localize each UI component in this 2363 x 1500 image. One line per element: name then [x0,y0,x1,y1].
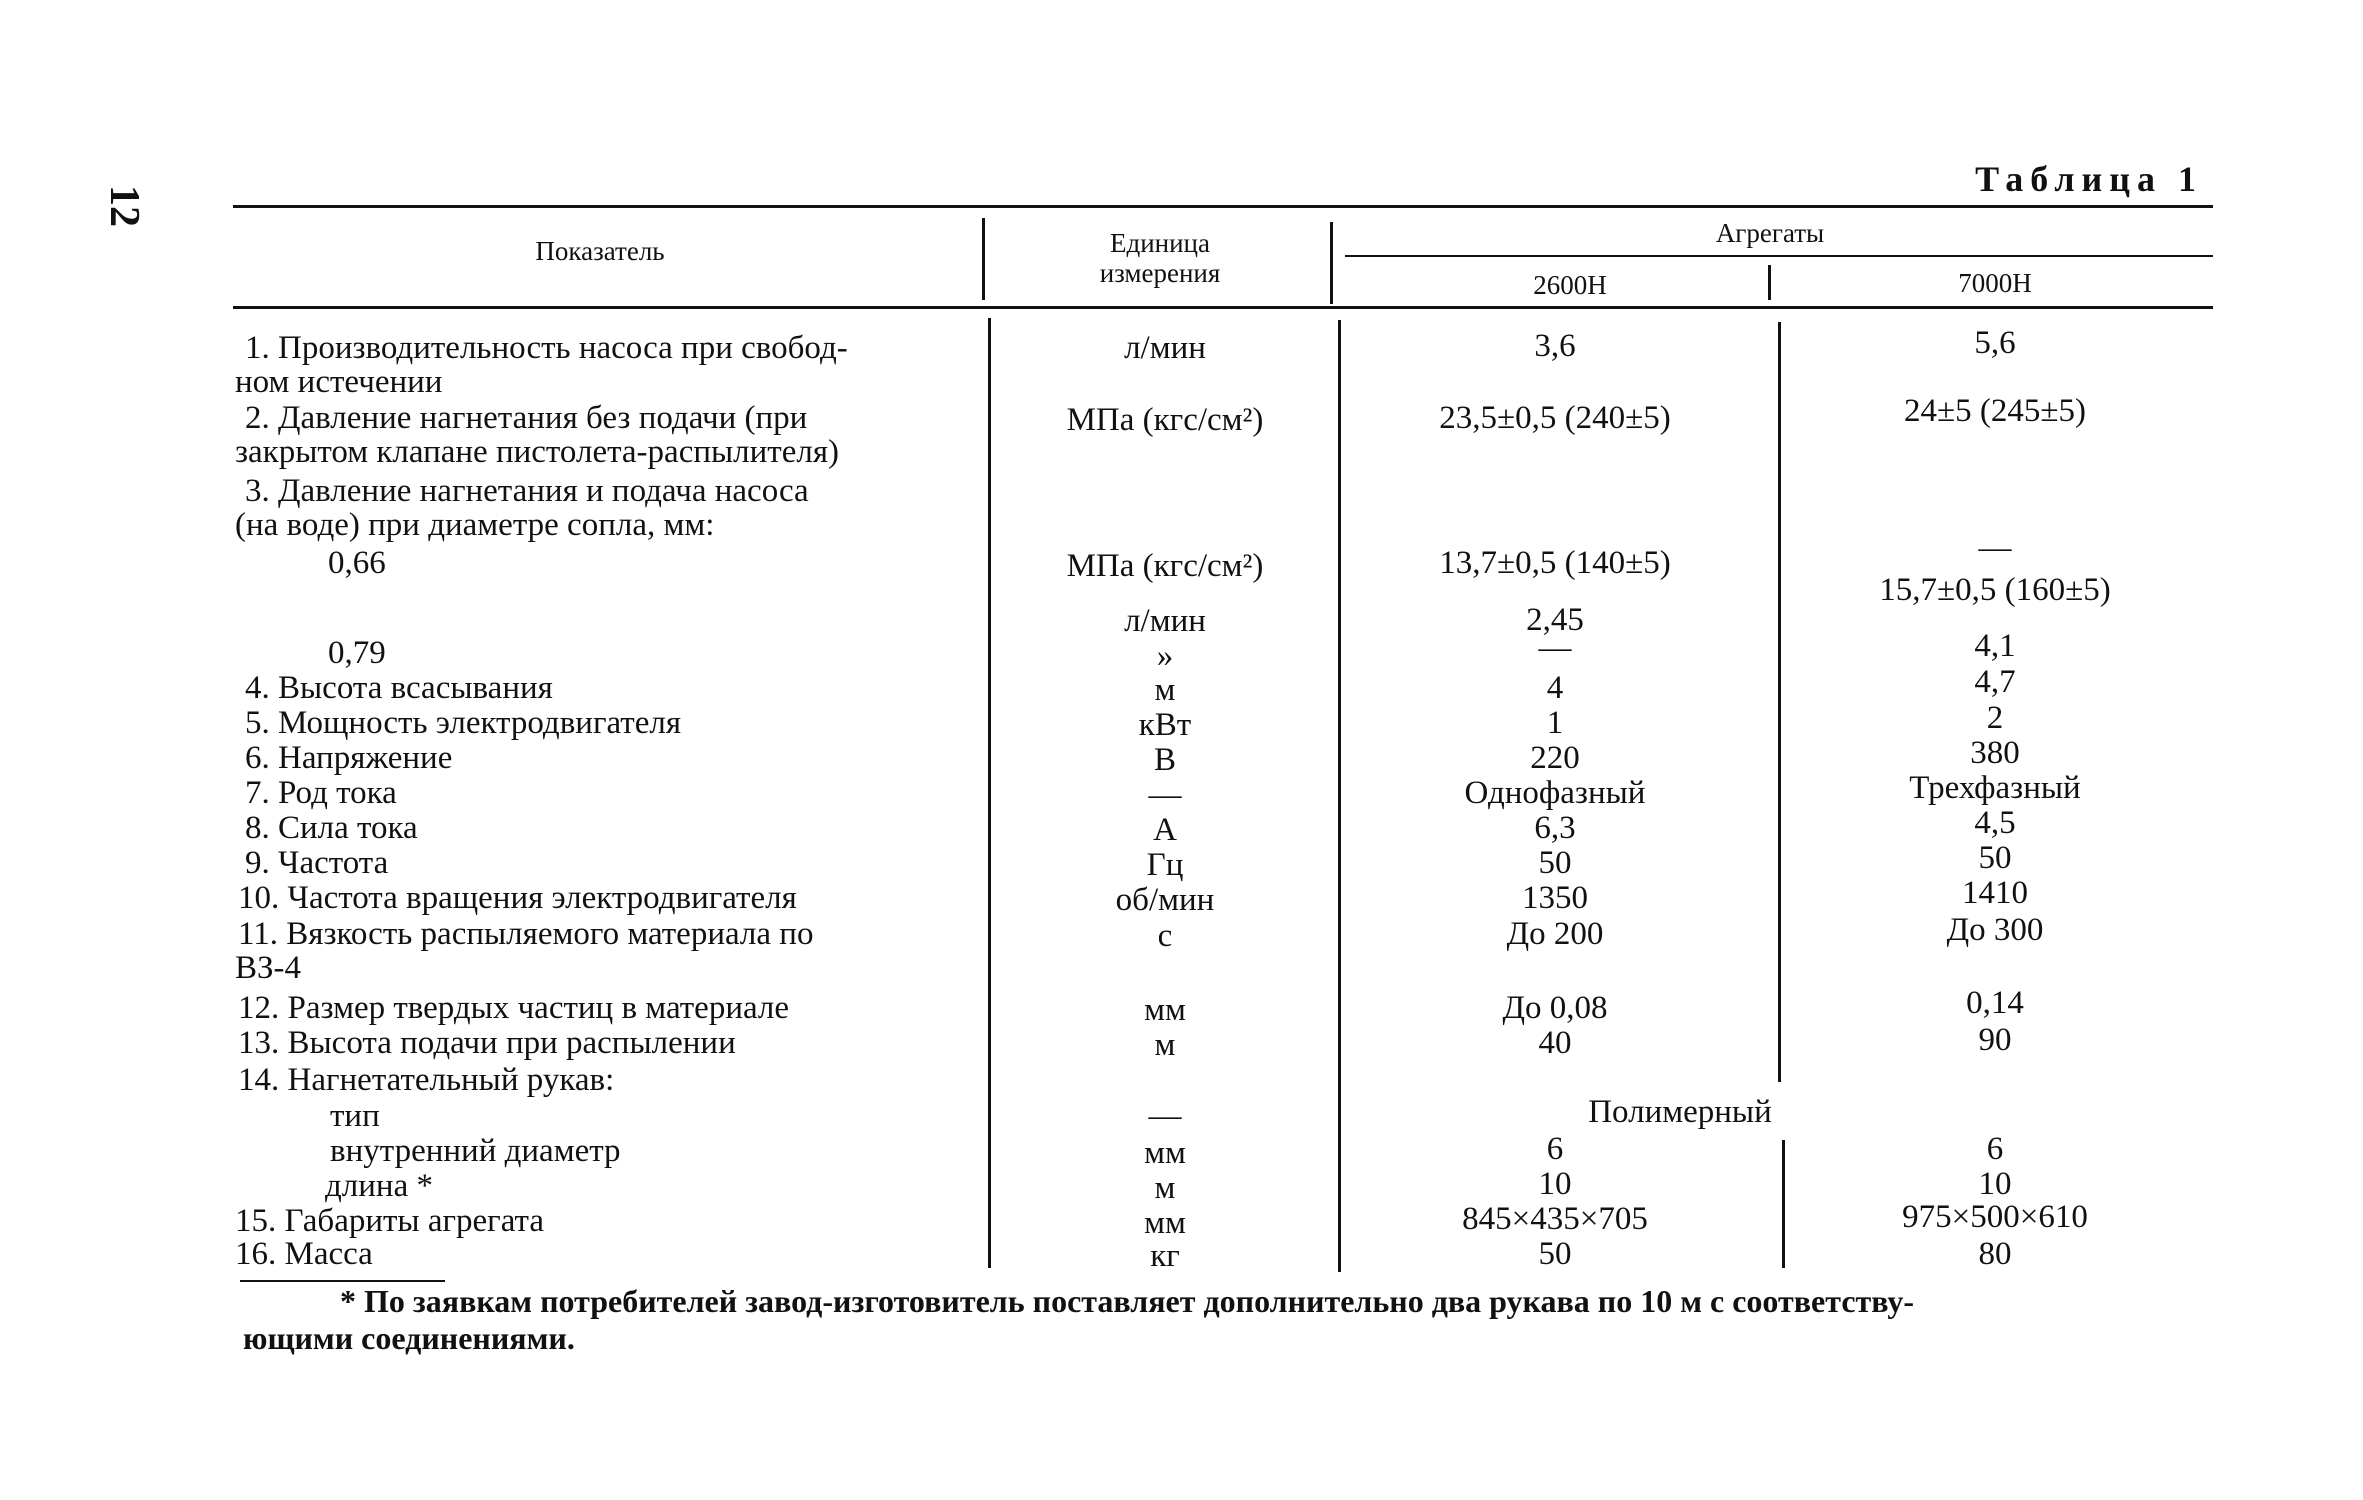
row-10-unit: об/мин [1115,882,1215,918]
row-11-7000: До 300 [1946,912,2044,948]
row-10-2600: 1350 [1522,880,1588,916]
row-14-diam-7000: 6 [1986,1131,2004,1167]
row-1-label-2: ном истечении [235,364,443,400]
row-8-7000: 4,5 [1974,805,2016,841]
header-col-2600: 2600Н [1533,270,1607,300]
row-11-label-2: ВЗ-4 [235,950,302,986]
body-vline-3a [1778,322,1781,1082]
row-14-diam-2600: 6 [1546,1131,1564,1167]
row-066-7000: — [1978,530,2012,566]
row-13-7000: 90 [1978,1022,2012,1058]
row-10-7000: 1410 [1962,875,2028,911]
footnote-line-2: ющими соединениями. [243,1320,575,1356]
row-2-7000: 24±5 (245±5) [1904,393,2086,429]
row-14-type-unit: — [1148,1098,1182,1134]
header-bottom-rule [233,306,2213,309]
row-14-len-2600: 10 [1538,1166,1572,1202]
row-1-7000: 5,6 [1974,325,2016,361]
aggregates-rule [1345,255,2213,257]
row-8-2600: 6,3 [1534,810,1576,846]
row-7-unit: — [1148,777,1182,813]
row-4-unit: м [1154,672,1176,708]
row-7-7000: Трехфазный [1909,770,2081,806]
row-6-label: 6. Напряжение [245,740,453,776]
row-14-len-7000: 10 [1978,1166,2012,1202]
row-13-unit: м [1154,1027,1176,1063]
row-14-diam-label: внутренний диаметр [330,1133,621,1169]
row-9-7000: 50 [1978,840,2012,876]
page-number: 12 [101,185,147,227]
row-16-2600: 50 [1538,1236,1572,1272]
row-13-2600: 40 [1538,1025,1572,1061]
row-079-7000: 4,1 [1974,628,2016,664]
header-indicator: Показатель [535,236,665,266]
row-079-label: 0,79 [328,635,386,671]
row-2-label-2: закрытом клапане пистолета-распылителя) [235,434,840,470]
row-7-2600: Однофазный [1464,775,1646,811]
row-066-label: 0,66 [328,545,386,581]
row-14-type-merged: Полимерный [1588,1094,1772,1130]
row-14-label: 14. Нагнетательный рукав: [238,1062,615,1098]
row-9-unit: Гц [1146,847,1184,883]
row-2-label-1: 2. Давление нагнетания без подачи (при [245,400,808,436]
row-9-label: 9. Частота [245,845,389,881]
footnote-line-1: * По заявкам потребителей завод-изготовитель поставляет дополнительно два рукава по 10 м с соответству- [340,1283,1915,1319]
row-12-unit: мм [1144,992,1186,1028]
header-col-7000: 7000Н [1958,268,2032,298]
row-1-2600: 3,6 [1534,328,1576,364]
row-10-label: 10. Частота вращения электродвигателя [238,880,797,916]
row-4-label: 4. Высота всасывания [245,670,553,706]
row-1-unit: л/мин [1124,330,1206,366]
row-066-unit: МПа (кгс/см²) [1066,548,1264,584]
row-11-label-1: 11. Вязкость распыляемого материала по [238,916,814,952]
row-12-2600: До 0,08 [1502,990,1608,1026]
header-unit: Единица измерения [1099,228,1221,288]
row-9-2600: 50 [1538,845,1572,881]
row-8-unit: А [1153,812,1177,848]
row-5-2600: 1 [1546,705,1564,741]
row-5-unit: кВт [1138,707,1192,743]
row-11-2600: До 200 [1506,916,1604,952]
row-1-label-1: 1. Производительность насоса при свобод- [245,330,848,366]
row-4-2600: 4 [1546,670,1564,706]
row-079-unit: » [1156,638,1174,674]
row-5-7000: 2 [1986,700,2004,736]
row-16-7000: 80 [1978,1236,2012,1272]
row-3-label-1: 3. Давление нагнетания и подача насоса [245,473,809,509]
row-12-label: 12. Размер твердых частиц в материале [238,990,790,1026]
row-16-unit: кг [1150,1238,1180,1274]
row-16-label: 16. Масса [235,1236,373,1272]
row-13-label: 13. Высота подачи при распылении [238,1025,736,1061]
row-15-unit: мм [1144,1205,1186,1241]
row-4-7000: 4,7 [1974,664,2016,700]
body-vline-2 [1338,320,1341,1272]
row-6-7000: 380 [1970,735,2020,771]
row-6-2600: 220 [1530,740,1580,776]
row-flow-2600: 2,45 [1526,602,1584,638]
row-079-2600: — [1538,630,1572,666]
row-14-len-unit: м [1154,1170,1176,1206]
row-2-unit: МПа (кгс/см²) [1066,402,1264,438]
row-2-2600: 23,5±0,5 (240±5) [1439,400,1671,436]
row-6-unit: В [1153,742,1176,778]
row-flow-7000: 15,7±0,5 (160±5) [1879,572,2111,608]
row-14-diam-unit: мм [1144,1135,1186,1171]
row-15-2600: 845×435×705 [1462,1201,1648,1237]
row-15-7000: 975×500×610 [1902,1199,2088,1235]
row-15-label: 15. Габариты агрегата [235,1203,544,1239]
row-8-label: 8. Сила тока [245,810,418,846]
row-5-label: 5. Мощность электродвигателя [245,705,682,741]
row-3-label-2: (на воде) при диаметре сопла, мм: [235,507,715,543]
header-vline-3 [1768,265,1771,300]
header-vline-2 [1330,222,1333,304]
row-12-7000: 0,14 [1966,985,2024,1021]
header-vline-1 [982,218,985,300]
top-rule [233,205,2213,208]
row-11-unit: с [1157,918,1173,954]
footnote-rule [240,1280,445,1282]
table-title: Таблица 1 [1975,159,2203,199]
row-14-len-label: длина * [325,1168,433,1204]
row-7-label: 7. Род тока [245,775,397,811]
header-aggregates: Агрегаты [1715,218,1825,248]
row-066-2600: 13,7±0,5 (140±5) [1439,545,1671,581]
row-flow-unit: л/мин [1124,603,1206,639]
row-14-type-label: тип [330,1098,380,1134]
body-vline-1 [988,318,991,1268]
